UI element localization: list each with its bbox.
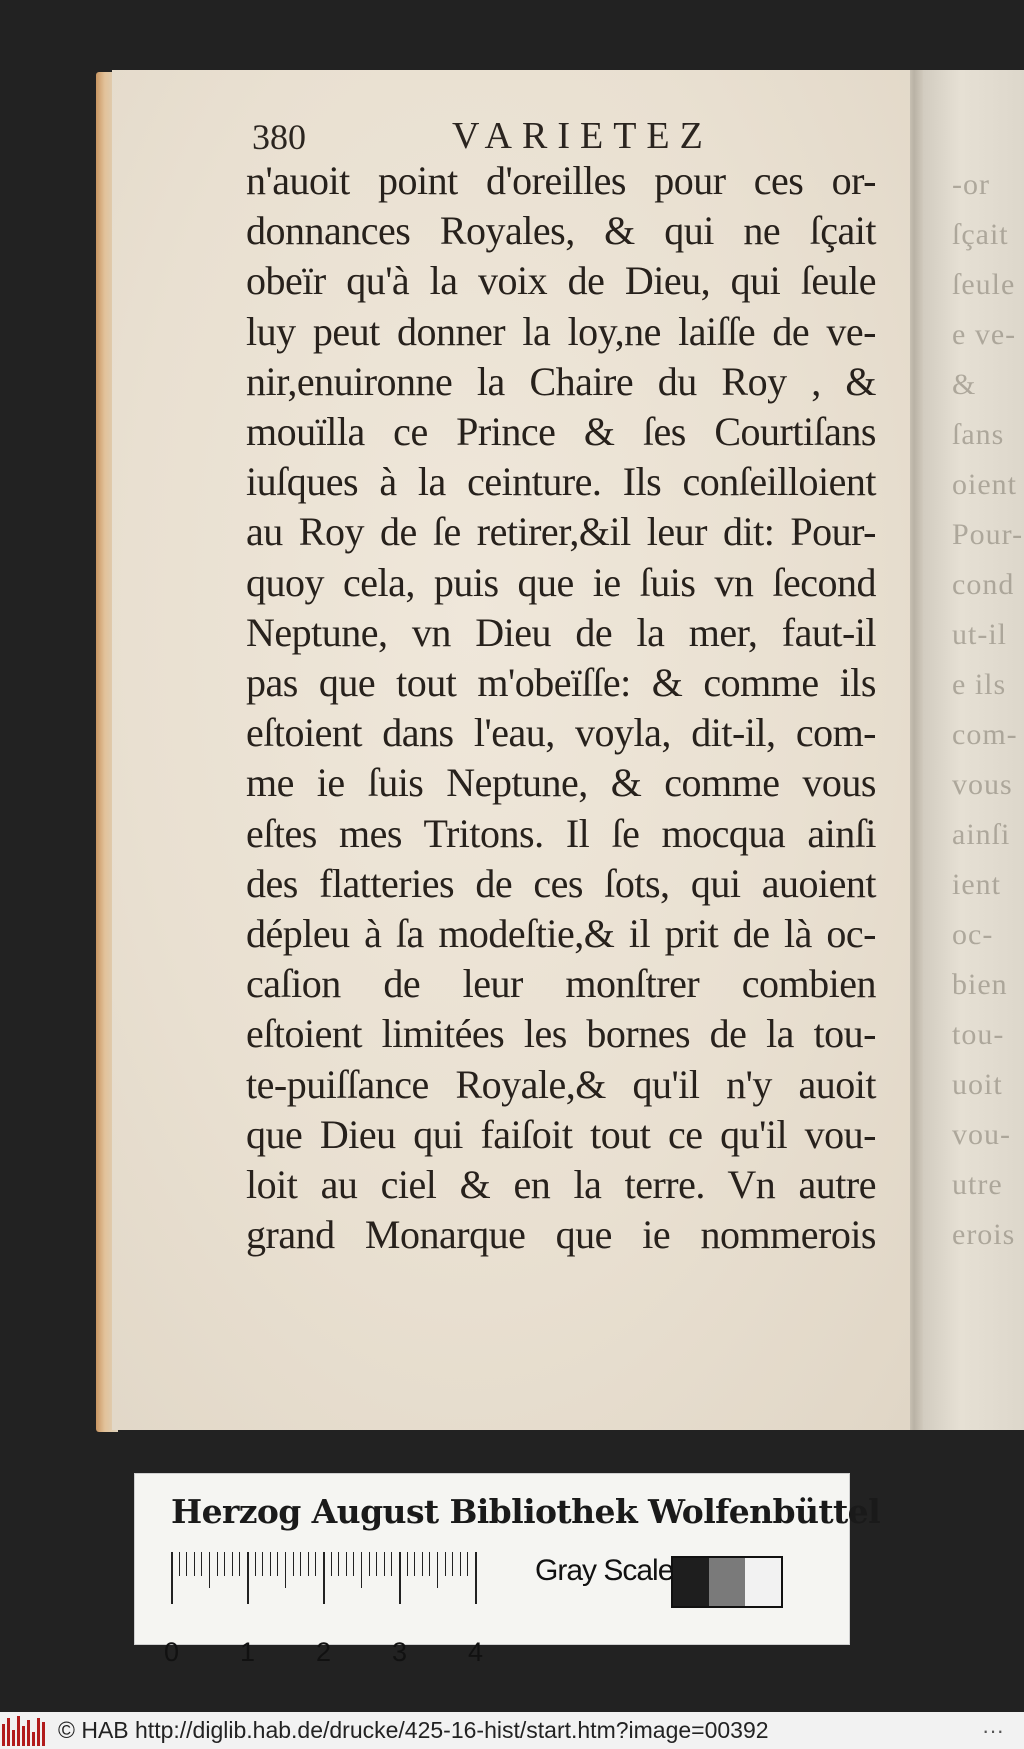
logo-bar <box>12 1730 15 1746</box>
ruler-tick <box>239 1552 240 1576</box>
more-icon[interactable]: ··· <box>982 1717 1004 1743</box>
scale-ruler <box>164 1552 511 1667</box>
logo-bar <box>42 1722 45 1746</box>
ruler-label: 1 <box>240 1637 256 1667</box>
ruler-tick <box>407 1552 408 1576</box>
text-line: donnances Royales, & qui ne ſçait <box>246 208 876 254</box>
text-line: luy peut donner la loy,ne laiſſe de ve- <box>246 308 876 354</box>
text-line: n'auoit point d'oreilles pour ces or- <box>246 158 876 203</box>
ruler-tick <box>445 1552 446 1576</box>
text-line: mouïlla ce Prince & ſes Courtiſans <box>246 409 876 455</box>
ruler-tick <box>452 1552 453 1576</box>
logo-bar <box>27 1720 30 1746</box>
ruler-tick <box>429 1552 430 1576</box>
ruler-tick <box>414 1552 415 1576</box>
text-line: eſtoient dans l'eau, voyla, dit-il, com- <box>246 710 876 756</box>
gray-swatch <box>745 1558 781 1606</box>
text-line: grand Monarque que ie nommerois <box>246 1212 876 1258</box>
gray-scale-swatches <box>671 1556 783 1608</box>
book-page <box>112 70 910 1430</box>
ruler-tick <box>217 1552 218 1576</box>
ruler-label: 3 <box>392 1637 408 1667</box>
gray-swatch <box>673 1558 709 1606</box>
ruler-label: 2 <box>316 1637 332 1667</box>
ruler-tick <box>391 1552 392 1576</box>
facing-text-fragment: -or <box>952 168 990 201</box>
facing-text-fragment: ut-il <box>952 618 1007 651</box>
facing-text-fragment: e ve- <box>952 318 1017 351</box>
ruler-tick <box>270 1552 271 1576</box>
facing-text-fragment: ſçait <box>952 218 1009 251</box>
text-line: au Roy de ſe retirer,&il leur dit: Pour- <box>246 509 876 555</box>
facing-text-fragment: tou- <box>952 1018 1005 1051</box>
facing-text-fragment: & <box>952 368 977 401</box>
logo-bar <box>32 1732 35 1746</box>
ruler-tick <box>308 1552 309 1576</box>
facing-text-fragment: oient <box>952 468 1017 501</box>
ruler-tick <box>384 1552 385 1576</box>
ruler-tick <box>209 1552 210 1588</box>
text-line: des flatteries de ces ſots, qui auoient <box>246 860 876 906</box>
ruler-tick <box>399 1552 401 1604</box>
facing-text-fragment: ainſi <box>952 818 1011 851</box>
facing-text-fragment: cond <box>952 568 1015 601</box>
facing-page <box>918 70 1024 1430</box>
text-line: quoy cela, puis que ie ſuis vn ſecond <box>246 559 876 605</box>
ruler-tick <box>300 1552 301 1576</box>
ruler-tick <box>293 1552 294 1576</box>
ruler-tick <box>247 1552 249 1604</box>
ruler-tick <box>186 1552 187 1576</box>
ruler-tick <box>475 1552 477 1604</box>
ruler-tick <box>277 1552 278 1576</box>
ruler-tick <box>460 1552 461 1576</box>
ruler-tick <box>315 1552 316 1576</box>
ruler-label: 4 <box>468 1637 484 1667</box>
logo-bar <box>2 1724 5 1746</box>
ruler-tick <box>437 1552 438 1588</box>
logo-bar <box>37 1718 40 1746</box>
text-line: Neptune, vn Dieu de la mer, faut-il <box>246 609 876 655</box>
text-line: loit au ciel & en la terre. Vn autre <box>246 1162 876 1208</box>
logo-bar <box>7 1718 10 1746</box>
ruler-tick <box>376 1552 377 1576</box>
ruler-tick <box>232 1552 233 1576</box>
ruler-tick <box>467 1552 468 1576</box>
text-line: caſion de leur monſtrer combien <box>246 961 876 1007</box>
page-body-text <box>246 156 876 1260</box>
facing-text-fragment: bien <box>952 968 1008 1001</box>
ruler-tick <box>194 1552 195 1576</box>
hab-logo-icon <box>2 1716 48 1746</box>
ruler-tick <box>422 1552 423 1576</box>
ruler-tick <box>179 1552 180 1576</box>
ruler-tick <box>361 1552 362 1588</box>
ruler-tick <box>369 1552 370 1576</box>
text-line: que Dieu qui faiſoit tout ce qu'il vou- <box>246 1111 876 1157</box>
running-head: VARIETEZ <box>452 115 713 157</box>
text-line: eſtoient limitées les bornes de la tou- <box>246 1011 876 1057</box>
text-line: me ie ſuis Neptune, & comme vous <box>246 760 876 806</box>
ruler-label: 0 <box>164 1637 180 1667</box>
facing-text-fragment: uoit <box>952 1068 1003 1101</box>
ruler-tick <box>323 1552 325 1604</box>
facing-text-fragment: vous <box>952 768 1013 801</box>
logo-bar <box>17 1716 20 1746</box>
facing-text-fragment: ſeule <box>952 268 1016 301</box>
gray-scale-label: Gray Scale <box>535 1554 674 1587</box>
text-line: eſtes mes Tritons. Il ſe mocqua ainſi <box>246 810 876 856</box>
ruler-tick <box>262 1552 263 1576</box>
facing-page-text <box>952 160 1022 1260</box>
text-line: dépleu à ſa modeſtie,& il prit de là oc- <box>246 911 876 957</box>
text-line: te-puiſſance Royale,& qu'il n'y auoit <box>246 1061 876 1107</box>
page-number: 380 <box>252 117 306 157</box>
ruler-tick <box>224 1552 225 1576</box>
facing-text-fragment: e ils <box>952 668 1007 701</box>
ruler-tick <box>331 1552 332 1576</box>
gray-swatch <box>709 1558 745 1606</box>
facing-text-fragment: com- <box>952 718 1018 751</box>
color-target-card <box>134 1473 881 1667</box>
facing-text-fragment: Pour- <box>952 518 1024 551</box>
facing-text-fragment: ient <box>952 868 1001 901</box>
text-line: obeïr qu'à la voix de Dieu, qui ſeule <box>246 258 876 304</box>
ruler-tick <box>201 1552 202 1576</box>
footer-bar <box>0 1712 1024 1749</box>
ruler-tick <box>346 1552 347 1576</box>
facing-text-fragment: erois <box>952 1218 1016 1251</box>
text-line: pas que tout m'obeïſſe: & comme ils <box>246 660 876 706</box>
logo-bar <box>22 1726 25 1746</box>
text-line: nir,enuironne la Chaire du Roy , & <box>246 358 876 404</box>
facing-text-fragment: ſans <box>952 418 1005 451</box>
facing-text-fragment: utre <box>952 1168 1003 1201</box>
ruler-tick <box>255 1552 256 1576</box>
institution-name: Herzog August Bibliothek Wolfenbüttel <box>171 1492 881 1531</box>
footer-copyright-link[interactable]: © HAB http://diglib.hab.de/drucke/425-16-hist/start.htm?image=00392 <box>58 1717 769 1743</box>
ruler-tick <box>353 1552 354 1576</box>
text-line: iuſques à la ceinture. Ils conſeilloient <box>246 459 876 505</box>
ruler-tick <box>338 1552 339 1576</box>
facing-text-fragment: oc- <box>952 918 994 951</box>
ruler-tick <box>171 1552 173 1604</box>
facing-text-fragment: vou- <box>952 1118 1011 1151</box>
ruler-tick <box>285 1552 286 1588</box>
